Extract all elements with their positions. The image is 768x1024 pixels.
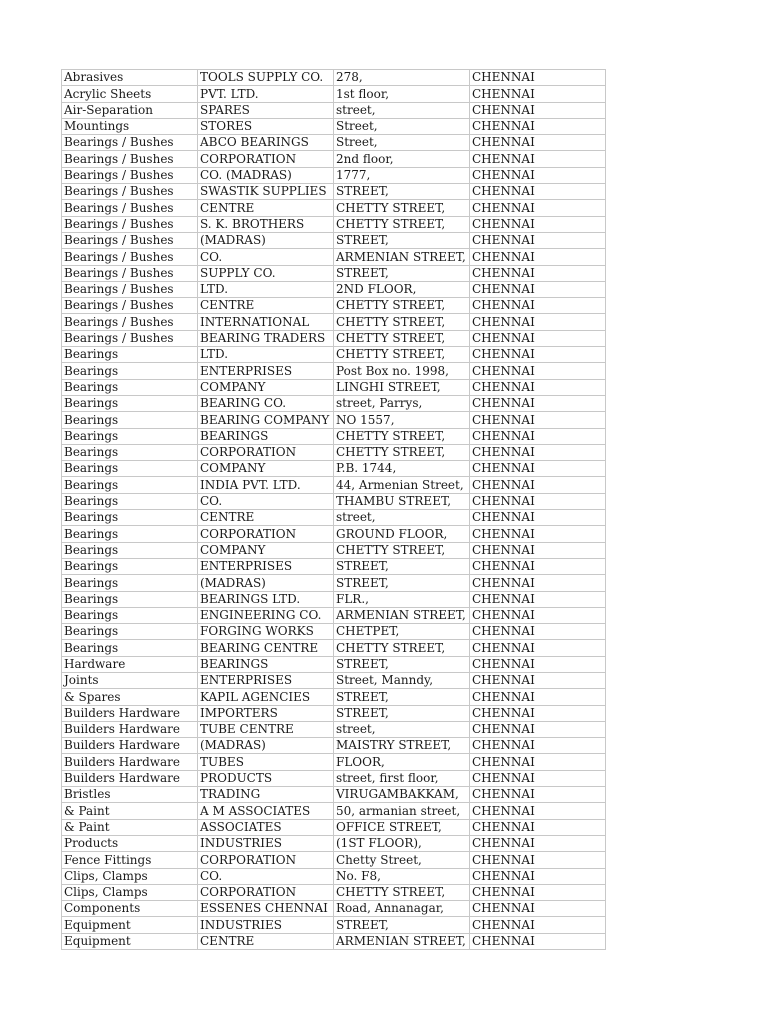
city-cell: CHENNAI	[470, 216, 606, 232]
city-cell: CHENNAI	[470, 86, 606, 102]
city-cell: CHENNAI	[470, 379, 606, 395]
city-cell: CHENNAI	[470, 330, 606, 346]
table-row	[62, 575, 606, 591]
category-cell: Builders Hardware	[62, 705, 198, 721]
company-cell: BEARINGS	[198, 656, 334, 672]
company-cell: BEARING CENTRE	[198, 640, 334, 656]
company-cell: LTD.	[198, 281, 334, 297]
city-cell: CHENNAI	[470, 770, 606, 786]
category-cell: Hardware	[62, 656, 198, 672]
table-row	[62, 200, 606, 216]
category-cell: Clips, Clamps	[62, 884, 198, 900]
city-cell: CHENNAI	[470, 281, 606, 297]
category-cell: Joints	[62, 672, 198, 688]
city-cell: CHENNAI	[470, 461, 606, 477]
category-cell: Bearings	[62, 640, 198, 656]
table-row	[62, 314, 606, 330]
category-cell: Bearings	[62, 461, 198, 477]
city-cell: CHENNAI	[470, 575, 606, 591]
address-cell: MAISTRY STREET,	[334, 738, 470, 754]
table-row	[62, 901, 606, 917]
address-cell: STREET,	[334, 689, 470, 705]
company-cell: CORPORATION	[198, 526, 334, 542]
city-cell: CHENNAI	[470, 363, 606, 379]
table-row	[62, 803, 606, 819]
category-cell: Bearings	[62, 624, 198, 640]
table-row	[62, 591, 606, 607]
category-cell: Bearings	[62, 477, 198, 493]
city-cell: CHENNAI	[470, 444, 606, 460]
category-cell: Acrylic Sheets	[62, 86, 198, 102]
table-row	[62, 721, 606, 737]
address-cell: 2nd floor,	[334, 151, 470, 167]
address-cell: NO 1557,	[334, 412, 470, 428]
city-cell: CHENNAI	[470, 135, 606, 151]
category-cell: Bearings	[62, 379, 198, 395]
category-cell: Fence Fittings	[62, 852, 198, 868]
category-cell: Components	[62, 901, 198, 917]
category-cell: Bearings	[62, 558, 198, 574]
company-cell: COMPANY	[198, 461, 334, 477]
company-cell: BEARINGS	[198, 428, 334, 444]
category-cell: Bearings / Bushes	[62, 232, 198, 248]
city-cell: CHENNAI	[470, 347, 606, 363]
city-cell: CHENNAI	[470, 868, 606, 884]
company-cell: INTERNATIONAL	[198, 314, 334, 330]
address-cell: Street, Manndy,	[334, 672, 470, 688]
city-cell: CHENNAI	[470, 803, 606, 819]
address-cell: CHETTY STREET,	[334, 884, 470, 900]
address-cell: Street,	[334, 135, 470, 151]
table-row	[62, 347, 606, 363]
company-cell: BEARING CO.	[198, 395, 334, 411]
company-cell: LTD.	[198, 347, 334, 363]
company-cell: TRADING	[198, 787, 334, 803]
address-cell: FLOOR,	[334, 754, 470, 770]
address-cell: Chetty Street,	[334, 852, 470, 868]
company-cell: INDUSTRIES	[198, 917, 334, 933]
table-row	[62, 363, 606, 379]
category-cell: Equipment	[62, 933, 198, 949]
category-cell: Air-Separation	[62, 102, 198, 118]
company-cell: SUPPLY CO.	[198, 265, 334, 281]
category-cell: Bearings	[62, 363, 198, 379]
category-cell: Clips, Clamps	[62, 868, 198, 884]
address-cell: CHETTY STREET,	[334, 428, 470, 444]
table-row	[62, 167, 606, 183]
city-cell: CHENNAI	[470, 901, 606, 917]
category-cell: Bearings	[62, 412, 198, 428]
category-cell: Bearings / Bushes	[62, 184, 198, 200]
category-cell: Bearings	[62, 526, 198, 542]
table-row	[62, 526, 606, 542]
address-cell: 1st floor,	[334, 86, 470, 102]
table-row	[62, 607, 606, 623]
address-cell: CHETTY STREET,	[334, 640, 470, 656]
company-cell: INDIA PVT. LTD.	[198, 477, 334, 493]
category-cell: Bearings / Bushes	[62, 200, 198, 216]
category-cell: Mountings	[62, 118, 198, 134]
address-cell: CHETTY STREET,	[334, 216, 470, 232]
company-cell: IMPORTERS	[198, 705, 334, 721]
address-cell: ARMENIAN STREET,	[334, 607, 470, 623]
city-cell: CHENNAI	[470, 558, 606, 574]
address-cell: FLR.,	[334, 591, 470, 607]
company-cell: CO.	[198, 493, 334, 509]
city-cell: CHENNAI	[470, 819, 606, 835]
category-cell: Bearings / Bushes	[62, 135, 198, 151]
company-cell: CORPORATION	[198, 151, 334, 167]
company-cell: TUBES	[198, 754, 334, 770]
category-cell: Bearings	[62, 575, 198, 591]
table-row	[62, 558, 606, 574]
table-row	[62, 428, 606, 444]
company-cell: COMPANY	[198, 379, 334, 395]
table-row	[62, 493, 606, 509]
address-cell: Road, Annanagar,	[334, 901, 470, 917]
company-cell: CO.	[198, 868, 334, 884]
city-cell: CHENNAI	[470, 624, 606, 640]
company-cell: (MADRAS)	[198, 738, 334, 754]
address-cell: No. F8,	[334, 868, 470, 884]
city-cell: CHENNAI	[470, 200, 606, 216]
category-cell: Bearings / Bushes	[62, 167, 198, 183]
table-row	[62, 216, 606, 232]
city-cell: CHENNAI	[470, 656, 606, 672]
table-row	[62, 232, 606, 248]
address-cell: street,	[334, 721, 470, 737]
supplier-table	[61, 69, 606, 950]
category-cell: Builders Hardware	[62, 721, 198, 737]
address-cell: STREET,	[334, 232, 470, 248]
table-row	[62, 917, 606, 933]
company-cell: CORPORATION	[198, 444, 334, 460]
table-row	[62, 787, 606, 803]
city-cell: CHENNAI	[470, 835, 606, 851]
category-cell: Bearings	[62, 542, 198, 558]
city-cell: CHENNAI	[470, 249, 606, 265]
company-cell: CENTRE	[198, 933, 334, 949]
address-cell: 2ND FLOOR,	[334, 281, 470, 297]
company-cell: INDUSTRIES	[198, 835, 334, 851]
address-cell: street,	[334, 510, 470, 526]
city-cell: CHENNAI	[470, 754, 606, 770]
category-cell: Bearings / Bushes	[62, 330, 198, 346]
address-cell: OFFICE STREET,	[334, 819, 470, 835]
address-cell: ARMENIAN STREET,	[334, 249, 470, 265]
table-row	[62, 852, 606, 868]
category-cell: Builders Hardware	[62, 754, 198, 770]
company-cell: ASSOCIATES	[198, 819, 334, 835]
address-cell: VIRUGAMBAKKAM,	[334, 787, 470, 803]
city-cell: CHENNAI	[470, 510, 606, 526]
company-cell: STORES	[198, 118, 334, 134]
address-cell: 1777,	[334, 167, 470, 183]
category-cell: & Paint	[62, 803, 198, 819]
city-cell: CHENNAI	[470, 232, 606, 248]
address-cell: STREET,	[334, 184, 470, 200]
address-cell: STREET,	[334, 575, 470, 591]
address-cell: CHETTY STREET,	[334, 314, 470, 330]
category-cell: Bristles	[62, 787, 198, 803]
company-cell: (MADRAS)	[198, 575, 334, 591]
company-cell: PVT. LTD.	[198, 86, 334, 102]
table-row	[62, 249, 606, 265]
address-cell: STREET,	[334, 705, 470, 721]
table-row	[62, 933, 606, 949]
city-cell: CHENNAI	[470, 102, 606, 118]
address-cell: P.B. 1744,	[334, 461, 470, 477]
table-row	[62, 118, 606, 134]
address-cell: CHETTY STREET,	[334, 347, 470, 363]
address-cell: STREET,	[334, 917, 470, 933]
city-cell: CHENNAI	[470, 705, 606, 721]
company-cell: CENTRE	[198, 298, 334, 314]
company-cell: SWASTIK SUPPLIES	[198, 184, 334, 200]
company-cell: CENTRE	[198, 200, 334, 216]
table-row	[62, 689, 606, 705]
company-cell: ENTERPRISES	[198, 672, 334, 688]
category-cell: Bearings / Bushes	[62, 314, 198, 330]
company-cell: PRODUCTS	[198, 770, 334, 786]
address-cell: LINGHI STREET,	[334, 379, 470, 395]
category-cell: Bearings / Bushes	[62, 151, 198, 167]
city-cell: CHENNAI	[470, 428, 606, 444]
category-cell: Bearings / Bushes	[62, 281, 198, 297]
category-cell: & Spares	[62, 689, 198, 705]
table-row	[62, 135, 606, 151]
company-cell: CORPORATION	[198, 884, 334, 900]
company-cell: COMPANY	[198, 542, 334, 558]
table-row	[62, 395, 606, 411]
company-cell: CO.	[198, 249, 334, 265]
address-cell: CHETTY STREET,	[334, 330, 470, 346]
category-cell: Bearings	[62, 607, 198, 623]
table-row	[62, 102, 606, 118]
address-cell: CHETTY STREET,	[334, 298, 470, 314]
address-cell: THAMBU STREET,	[334, 493, 470, 509]
category-cell: Builders Hardware	[62, 738, 198, 754]
address-cell: CHETTY STREET,	[334, 200, 470, 216]
category-cell: Equipment	[62, 917, 198, 933]
city-cell: CHENNAI	[470, 167, 606, 183]
address-cell: STREET,	[334, 656, 470, 672]
table-row	[62, 151, 606, 167]
company-cell: ABCO BEARINGS	[198, 135, 334, 151]
table-row	[62, 298, 606, 314]
city-cell: CHENNAI	[470, 721, 606, 737]
city-cell: CHENNAI	[470, 884, 606, 900]
city-cell: CHENNAI	[470, 640, 606, 656]
city-cell: CHENNAI	[470, 607, 606, 623]
city-cell: CHENNAI	[470, 314, 606, 330]
category-cell: Bearings / Bushes	[62, 249, 198, 265]
table-row	[62, 640, 606, 656]
address-cell: street, Parrys,	[334, 395, 470, 411]
address-cell: CHETPET,	[334, 624, 470, 640]
company-cell: SPARES	[198, 102, 334, 118]
category-cell: Bearings	[62, 428, 198, 444]
table-row	[62, 330, 606, 346]
company-cell: BEARING TRADERS	[198, 330, 334, 346]
table-row	[62, 672, 606, 688]
company-cell: CO. (MADRAS)	[198, 167, 334, 183]
address-cell: STREET,	[334, 265, 470, 281]
address-cell: 50, armanian street,	[334, 803, 470, 819]
category-cell: Bearings	[62, 395, 198, 411]
address-cell: (1ST FLOOR),	[334, 835, 470, 851]
company-cell: ENGINEERING CO.	[198, 607, 334, 623]
city-cell: CHENNAI	[470, 738, 606, 754]
table-row	[62, 86, 606, 102]
table-row	[62, 412, 606, 428]
company-cell: S. K. BROTHERS	[198, 216, 334, 232]
city-cell: CHENNAI	[470, 118, 606, 134]
company-cell: (MADRAS)	[198, 232, 334, 248]
company-cell: ENTERPRISES	[198, 558, 334, 574]
company-cell: KAPIL AGENCIES	[198, 689, 334, 705]
city-cell: CHENNAI	[470, 395, 606, 411]
table-row	[62, 738, 606, 754]
category-cell: Bearings	[62, 444, 198, 460]
table-row	[62, 656, 606, 672]
city-cell: CHENNAI	[470, 933, 606, 949]
city-cell: CHENNAI	[470, 265, 606, 281]
table-row	[62, 868, 606, 884]
company-cell: CORPORATION	[198, 852, 334, 868]
city-cell: CHENNAI	[470, 184, 606, 200]
city-cell: CHENNAI	[470, 917, 606, 933]
table-row	[62, 884, 606, 900]
category-cell: Bearings	[62, 510, 198, 526]
address-cell: ARMENIAN STREET,	[334, 933, 470, 949]
category-cell: Builders Hardware	[62, 770, 198, 786]
table-row	[62, 379, 606, 395]
city-cell: CHENNAI	[470, 591, 606, 607]
category-cell: Bearings	[62, 591, 198, 607]
city-cell: CHENNAI	[470, 70, 606, 86]
table-row	[62, 461, 606, 477]
table-row	[62, 835, 606, 851]
company-cell: FORGING WORKS	[198, 624, 334, 640]
company-cell: A M ASSOCIATES	[198, 803, 334, 819]
address-cell: 278,	[334, 70, 470, 86]
address-cell: Post Box no. 1998,	[334, 363, 470, 379]
company-cell: BEARINGS LTD.	[198, 591, 334, 607]
category-cell: & Paint	[62, 819, 198, 835]
company-cell: CENTRE	[198, 510, 334, 526]
city-cell: CHENNAI	[470, 672, 606, 688]
company-cell: BEARING COMPANY	[198, 412, 334, 428]
company-cell: TUBE CENTRE	[198, 721, 334, 737]
table-row	[62, 819, 606, 835]
category-cell: Abrasives	[62, 70, 198, 86]
address-cell: street,	[334, 102, 470, 118]
table-row	[62, 754, 606, 770]
address-cell: CHETTY STREET,	[334, 542, 470, 558]
table-row	[62, 770, 606, 786]
city-cell: CHENNAI	[470, 689, 606, 705]
category-cell: Bearings / Bushes	[62, 298, 198, 314]
category-cell: Bearings	[62, 347, 198, 363]
city-cell: CHENNAI	[470, 151, 606, 167]
city-cell: CHENNAI	[470, 787, 606, 803]
table-row	[62, 510, 606, 526]
table-row	[62, 705, 606, 721]
category-cell: Bearings / Bushes	[62, 216, 198, 232]
address-cell: Street,	[334, 118, 470, 134]
city-cell: CHENNAI	[470, 542, 606, 558]
city-cell: CHENNAI	[470, 493, 606, 509]
city-cell: CHENNAI	[470, 477, 606, 493]
table-row	[62, 281, 606, 297]
table-row	[62, 70, 606, 86]
category-cell: Products	[62, 835, 198, 851]
table-row	[62, 624, 606, 640]
table-row	[62, 184, 606, 200]
address-cell: GROUND FLOOR,	[334, 526, 470, 542]
address-cell: CHETTY STREET,	[334, 444, 470, 460]
city-cell: CHENNAI	[470, 298, 606, 314]
address-cell: 44, Armenian Street,	[334, 477, 470, 493]
address-cell: STREET,	[334, 558, 470, 574]
category-cell: Bearings	[62, 493, 198, 509]
address-cell: street, first floor,	[334, 770, 470, 786]
city-cell: CHENNAI	[470, 526, 606, 542]
city-cell: CHENNAI	[470, 412, 606, 428]
table-row	[62, 542, 606, 558]
company-cell: TOOLS SUPPLY CO.	[198, 70, 334, 86]
table-row	[62, 265, 606, 281]
company-cell: ENTERPRISES	[198, 363, 334, 379]
table-row	[62, 444, 606, 460]
company-cell: ESSENES CHENNAI	[198, 901, 334, 917]
city-cell: CHENNAI	[470, 852, 606, 868]
table-body	[62, 70, 606, 950]
category-cell: Bearings / Bushes	[62, 265, 198, 281]
table-row	[62, 477, 606, 493]
